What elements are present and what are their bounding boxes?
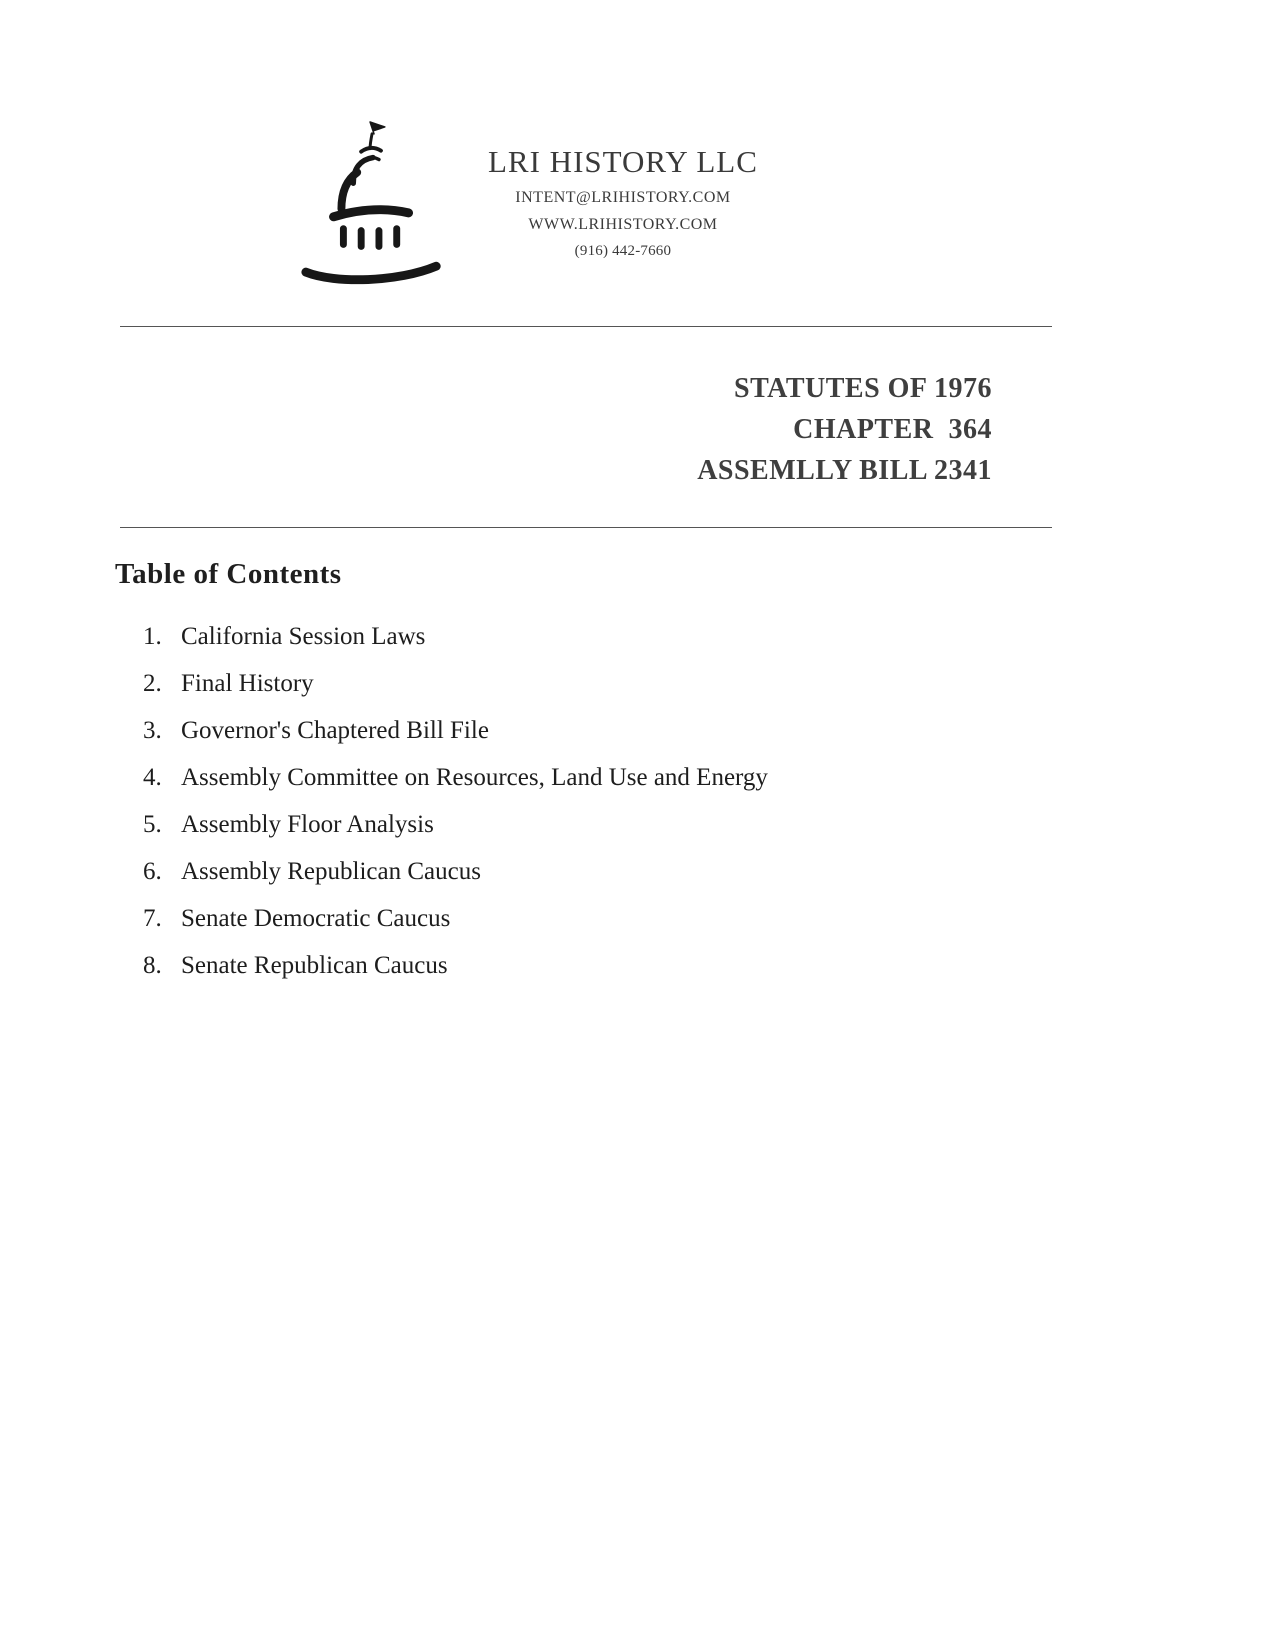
horizontal-rule-top xyxy=(120,326,1052,327)
toc-item xyxy=(143,763,768,810)
toc-item xyxy=(143,716,768,763)
toc-list xyxy=(143,622,768,998)
bill-line: ASSEMLLY BILL 2341 xyxy=(697,455,992,486)
company-website: WWW.LRIHISTORY.COM xyxy=(528,216,718,233)
capitol-dome-logo-icon xyxy=(296,118,454,286)
toc-item xyxy=(143,857,768,904)
company-name: LRI HISTORY LLC xyxy=(488,144,758,179)
toc-item xyxy=(143,622,768,669)
toc-item xyxy=(143,904,768,951)
toc-item-label: Assembly Committee on Resources, Land Use and Energy xyxy=(181,764,768,791)
document-title-block xyxy=(120,368,992,491)
toc-item xyxy=(143,810,768,857)
company-email: INTENT@LRIHISTORY.COM xyxy=(515,189,731,206)
toc-heading: Table of Contents xyxy=(115,558,342,590)
statutes-line: STATUTES OF 1976 xyxy=(734,373,992,404)
horizontal-rule-bottom xyxy=(120,527,1052,528)
toc-item-label: Assembly Republican Caucus xyxy=(181,858,481,885)
toc-item-label: California Session Laws xyxy=(181,623,426,650)
toc-item-label: Senate Republican Caucus xyxy=(181,952,448,979)
toc-item xyxy=(143,669,768,716)
toc-item-label: Senate Democratic Caucus xyxy=(181,905,451,932)
letterhead-text xyxy=(488,118,758,260)
toc-item-label: Final History xyxy=(181,670,314,697)
toc-item-label: Assembly Floor Analysis xyxy=(181,811,434,838)
toc-item xyxy=(143,951,768,998)
toc-item-label: Governor's Chaptered Bill File xyxy=(181,717,489,744)
chapter-line: CHAPTER 364 xyxy=(793,414,992,445)
letterhead xyxy=(296,118,758,286)
company-phone: (916) 442-7660 xyxy=(574,243,672,259)
